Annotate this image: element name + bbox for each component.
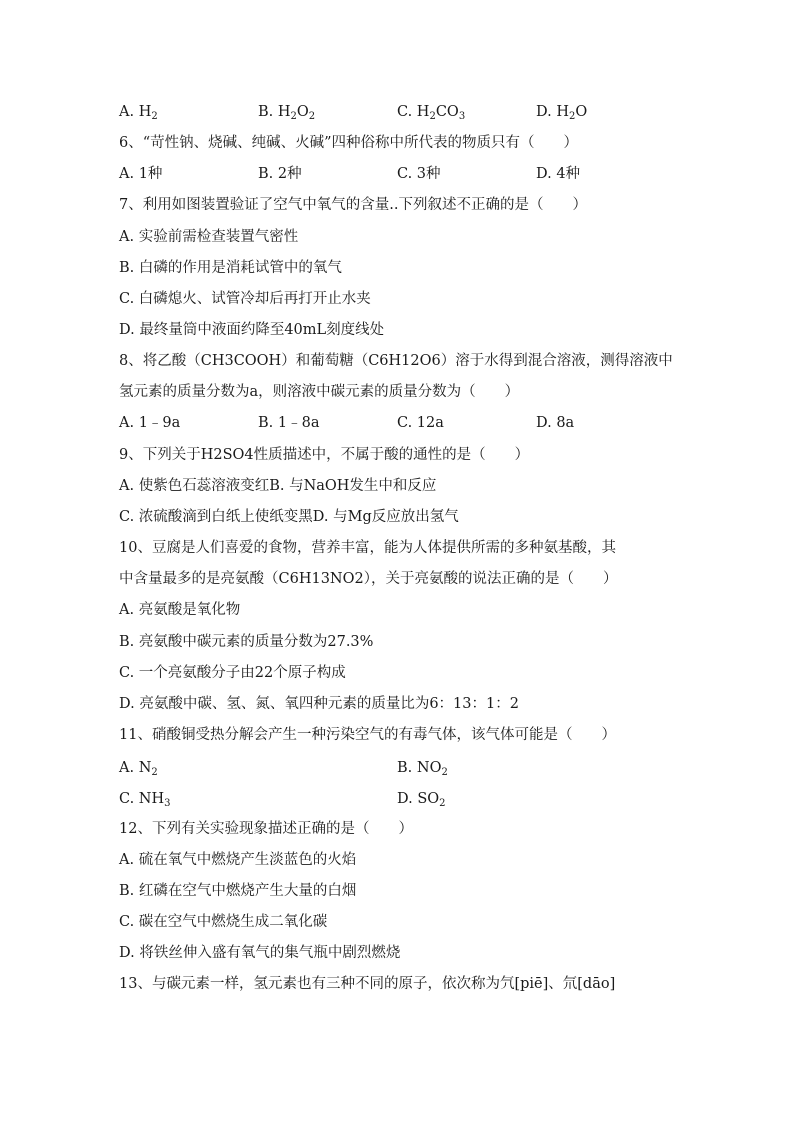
- q7-option-a: A. 实验前需检查装置气密性: [119, 229, 299, 245]
- q11-stem: 11、硝酸铜受热分解会产生一种污染空气的有毒气体，该气体可能是（ ）: [119, 727, 616, 743]
- q10-option-b: B. 亮氨酸中碳元素的质量分数为27.3%: [119, 634, 374, 650]
- q12-stem: 12、下列有关实验现象描述正确的是（ ）: [119, 821, 413, 837]
- q11-option-d: D. $SO_2$: [397, 791, 446, 809]
- q5-option-b: B. $H_2O_2$: [258, 104, 316, 122]
- q8-option-a: A. 1﹣9a: [119, 415, 181, 431]
- q10-stem-line2: 中含量最多的是亮氨酸（C6H13NO2），关于亮氨酸的说法正确的是（ ）: [119, 571, 618, 587]
- q9-stem: 9、下列关于H2SO4性质描述中，不属于酸的通性的是（ ）: [119, 447, 530, 463]
- q12-option-d: D. 将铁丝伸入盛有氧气的集气瓶中剧烈燃烧: [119, 945, 401, 961]
- q6-option-c: C. 3种: [397, 166, 441, 182]
- q7-option-d: D. 最终量筒中液面约降至40mL刻度线处: [119, 322, 385, 338]
- q13-stem: 13、与碳元素一样，氢元素也有三种不同的原子，依次称为氕[piē]、氘[dāo]: [119, 976, 616, 992]
- q10-option-a: A. 亮氨酸是氧化物: [119, 602, 241, 618]
- q8-option-b: B. 1﹣8a: [258, 415, 320, 431]
- q12-option-b: B. 红磷在空气中燃烧产生大量的白烟: [119, 883, 357, 899]
- q12-option-a: A. 硫在氧气中燃烧产生淡蓝色的火焰: [119, 852, 357, 868]
- q11-option-a: A. $N_2$: [119, 760, 158, 778]
- q6-option-d: D. 4种: [536, 166, 581, 182]
- q5-option-a: A. $H_2$: [119, 104, 158, 122]
- q8-stem-line2: 氢元素的质量分数为a，则溶液中碳元素的质量分数为（ ）: [119, 384, 520, 400]
- q7-option-b: B. 白磷的作用是消耗试管中的氧气: [119, 260, 342, 276]
- q8-option-c: C. 12a: [397, 415, 444, 431]
- q6-option-a: A. 1种: [119, 166, 163, 182]
- q9-options-line1: A. 使紫色石蕊溶液变红B. 与NaOH发生中和反应: [119, 478, 437, 494]
- q10-stem-line1: 10、豆腐是人们喜爱的食物，营养丰富，能为人体提供所需的多种氨基酸，其: [119, 540, 616, 556]
- q10-option-c: C. 一个亮氨酸分子由22个原子构成: [119, 665, 346, 681]
- q8-stem-line1: 8、将乙酸（CH3COOH）和葡萄糖（C6H12O6）溶于水得到混合溶液，测得溶液中: [119, 353, 673, 369]
- q8-option-d: D. 8a: [536, 415, 575, 431]
- q5-option-c: C. $H_2CO_3$: [397, 104, 466, 122]
- q7-option-c: C. 白磷熄火、试管冷却后再打开止水夹: [119, 291, 371, 307]
- q11-option-b: B. $NO_2$: [397, 760, 448, 778]
- q12-option-c: C. 碳在空气中燃烧生成二氧化碳: [119, 914, 328, 930]
- q6-option-b: B. 2种: [258, 166, 302, 182]
- q9-options-line2: C. 浓硫酸滴到白纸上使纸变黑D. 与Mg反应放出氢气: [119, 509, 459, 525]
- q7-stem: 7、利用如图装置验证了空气中氧气的含量..下列叙述不正确的是（ ）: [119, 197, 587, 213]
- q5-option-d: D. $H_2O$: [536, 104, 588, 122]
- q10-option-d: D. 亮氨酸中碳、氢、氮、氧四种元素的质量比为6：13：1：2: [119, 696, 519, 712]
- q11-option-c: C. $NH_3$: [119, 791, 171, 809]
- q6-stem: 6、“苛性钠、烧碱、纯碱、火碱”四种俗称中所代表的物质只有（ ）: [119, 135, 579, 151]
